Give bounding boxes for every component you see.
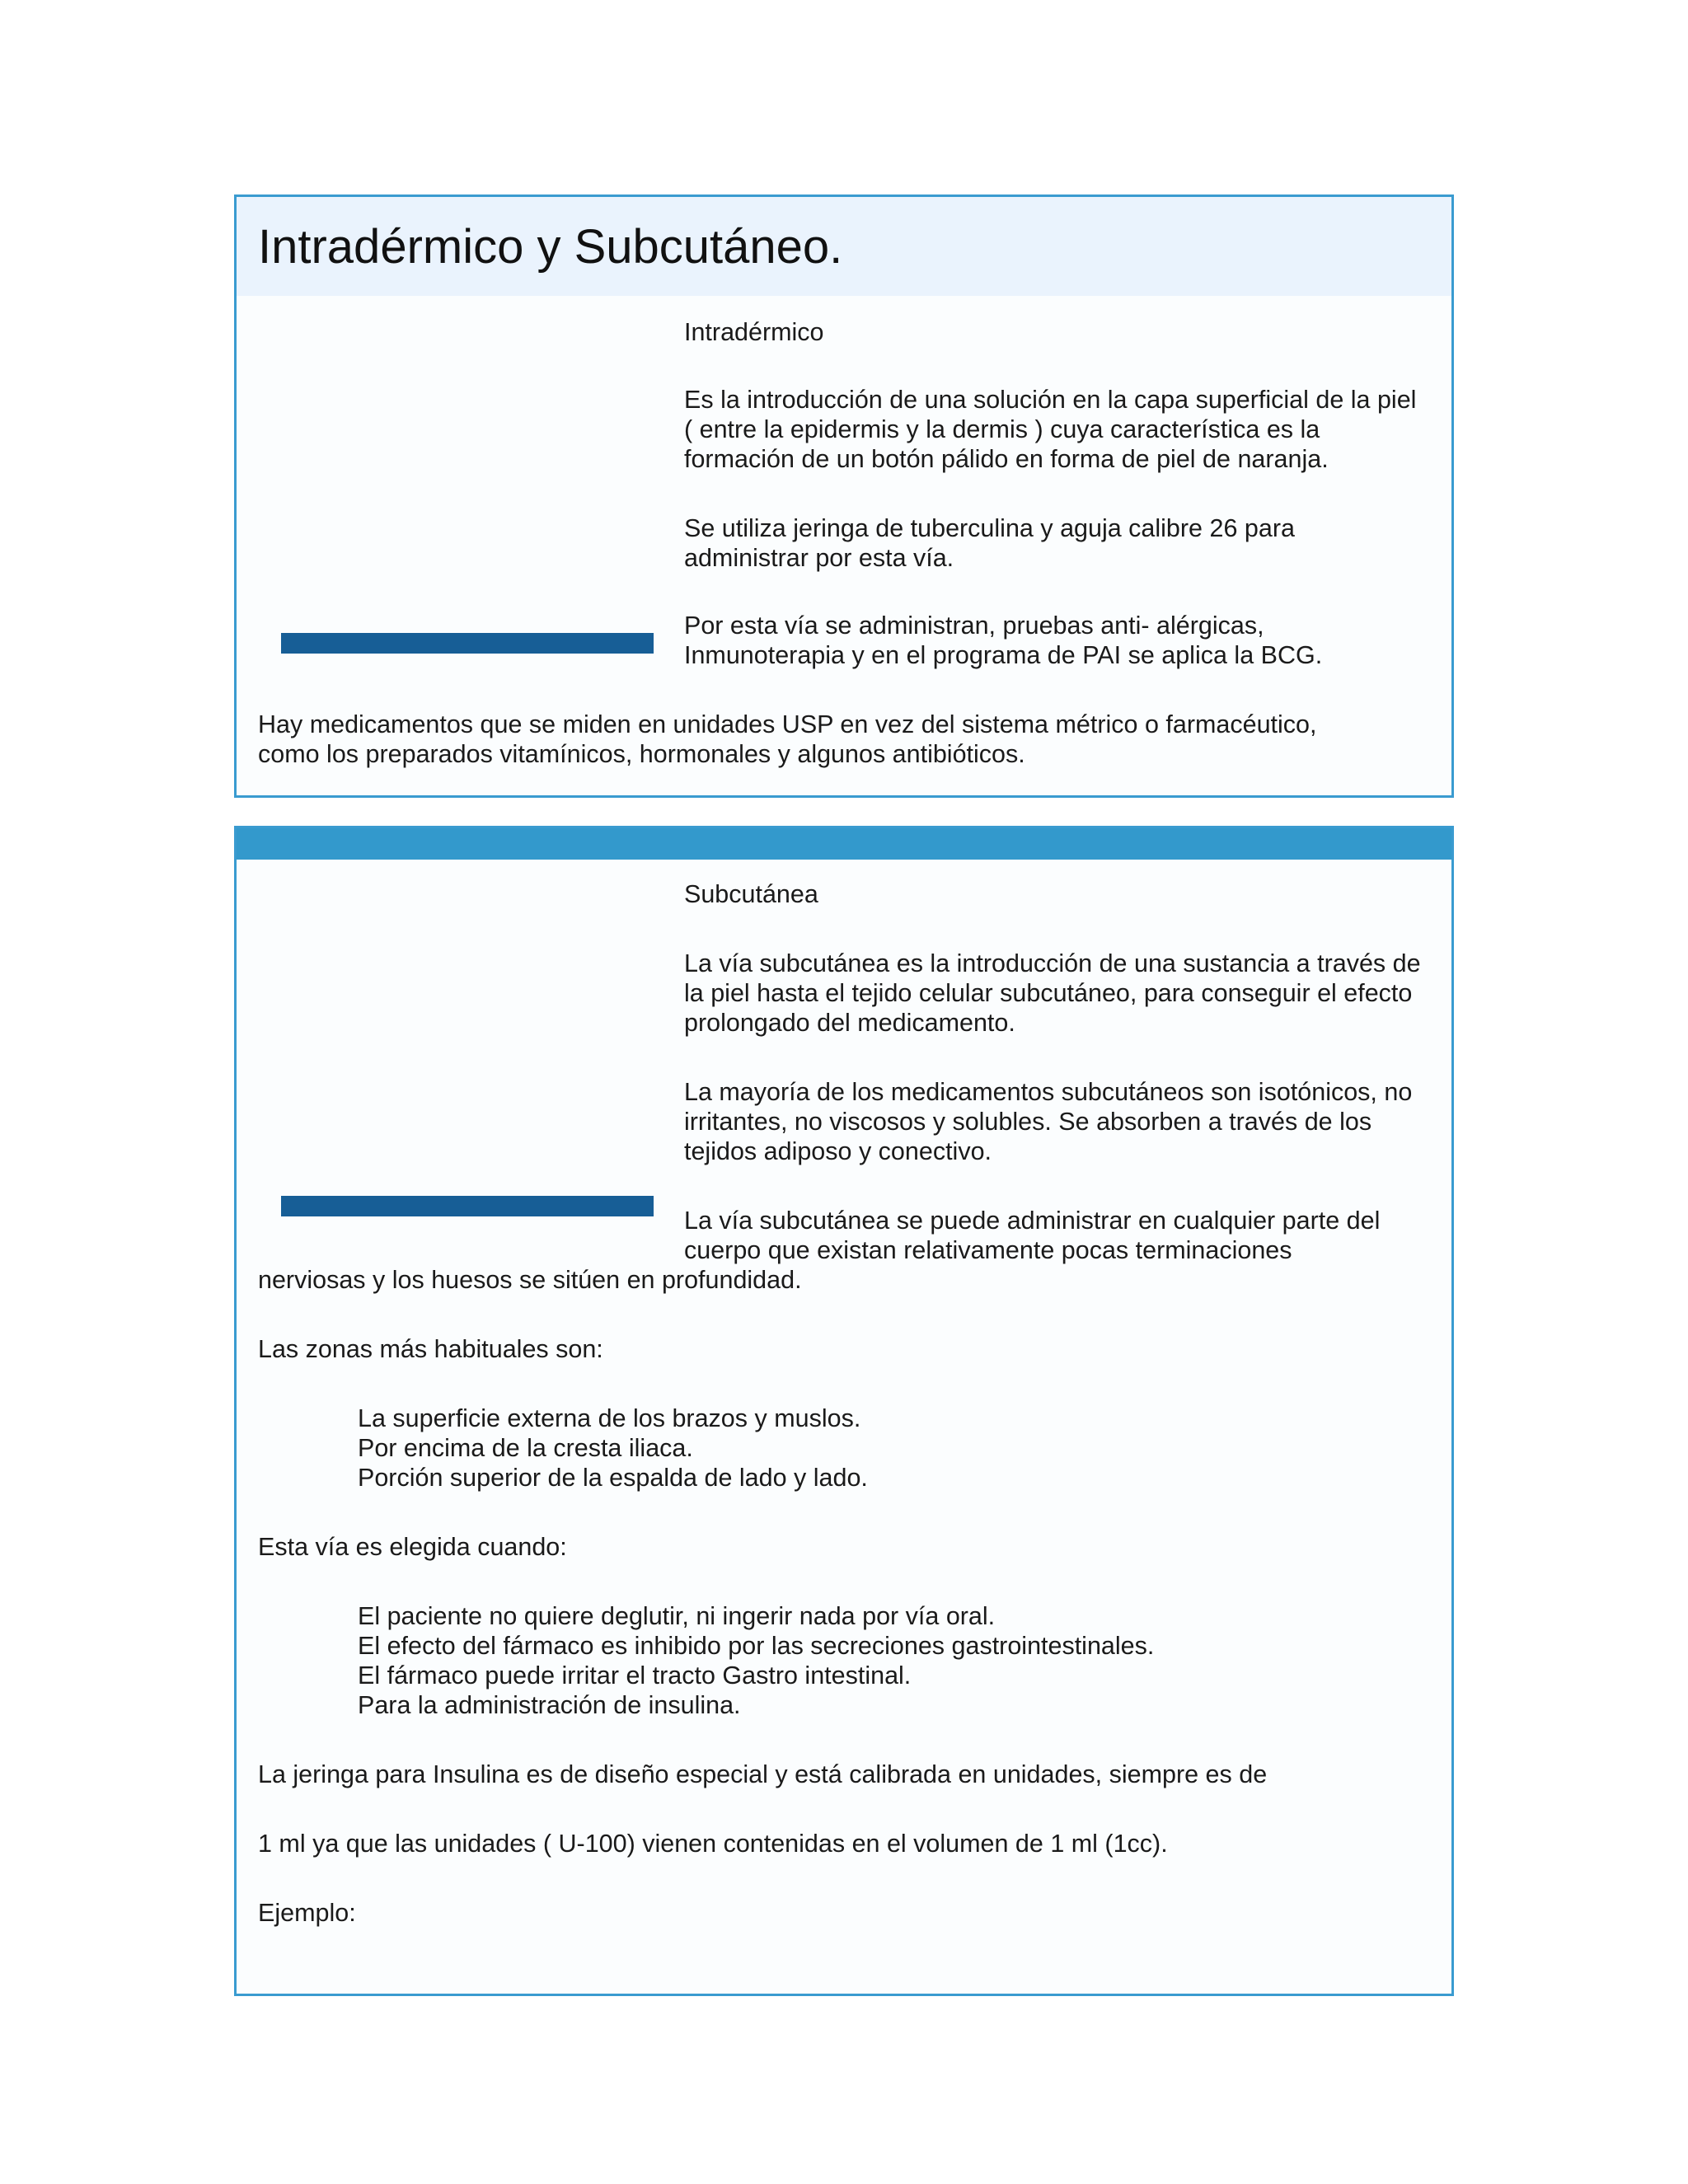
list-item: El efecto del fármaco es inhibido por las secreciones gastrointestinales.: [358, 1632, 1155, 1660]
list-item: El paciente no quiere deglutir, ni ingerir nada por vía oral.: [358, 1602, 996, 1630]
list-item: La superficie externa de los brazos y muslos.: [358, 1404, 861, 1432]
zones-intro: Las zonas más habituales son:: [258, 1335, 603, 1363]
list-item: El fármaco puede irritar el tracto Gastro intestinal.: [358, 1661, 912, 1690]
paragraph: Por esta vía se administran, pruebas anti- alérgicas, Inmunoterapia y en el programa de PAI se aplica la BCG.: [684, 612, 1323, 669]
list-item: Por encima de la cresta iliaca.: [358, 1434, 693, 1462]
page-title: Intradérmico y Subcutáneo.: [258, 220, 843, 274]
image-placeholder-bar: [281, 633, 654, 654]
paragraph: 1 ml ya que las unidades ( U-100) vienen contenidas en el volumen de 1 ml (1cc).: [258, 1830, 1168, 1858]
section-subtitle: Intradérmico: [684, 318, 824, 346]
paragraph: La vía subcutánea es la introducción de una sustancia a través de la piel hasta el tejido celular subcutáneo, para conseguir el efecto prolongado del medicamento.: [684, 949, 1421, 1037]
example-label: Ejemplo:: [258, 1899, 356, 1927]
paragraph-line: cuerpo que existan relativamente pocas terminaciones: [684, 1236, 1292, 1264]
section-subtitle: Subcutánea: [684, 880, 818, 908]
chosen-intro: Esta vía es elegida cuando:: [258, 1533, 567, 1561]
header-bar: [237, 828, 1451, 860]
subcutaneous-card: [234, 826, 1454, 1996]
list-item: Para la administración de insulina.: [358, 1691, 741, 1719]
paragraph: Hay medicamentos que se miden en unidades USP en vez del sistema métrico o farmacéutico, como los preparados vitamínicos, hormonales y algunos antibióticos.: [258, 710, 1317, 768]
intradermal-card: [234, 194, 1454, 798]
paragraph-line: La vía subcutánea se puede administrar en cualquier parte del: [684, 1207, 1381, 1235]
paragraph: La jeringa para Insulina es de diseño especial y está calibrada en unidades, siempre es de: [258, 1760, 1268, 1788]
paragraph: [258, 1206, 1428, 1295]
chosen-list: [358, 1601, 1413, 1720]
zones-list: [358, 1404, 1413, 1493]
paragraph: Es la introducción de una solución en la capa superficial de la piel ( entre la epidermis y la dermis ) cuya característica es la formación de un botón pálido en forma de piel de naranja.: [684, 386, 1417, 473]
paragraph: La mayoría de los medicamentos subcutáneos son isotónicos, no irritantes, no viscosos y solubles. Se absorben a través de los tejidos adiposo y conectivo.: [684, 1078, 1413, 1165]
title-band: [237, 197, 1451, 296]
paragraph: Se utiliza jeringa de tuberculina y aguja calibre 26 para administrar por esta vía.: [684, 514, 1295, 572]
list-item: Porción superior de la espalda de lado y lado.: [358, 1464, 868, 1492]
paragraph-line: nerviosas y los huesos se sitúen en profundidad.: [258, 1266, 802, 1294]
